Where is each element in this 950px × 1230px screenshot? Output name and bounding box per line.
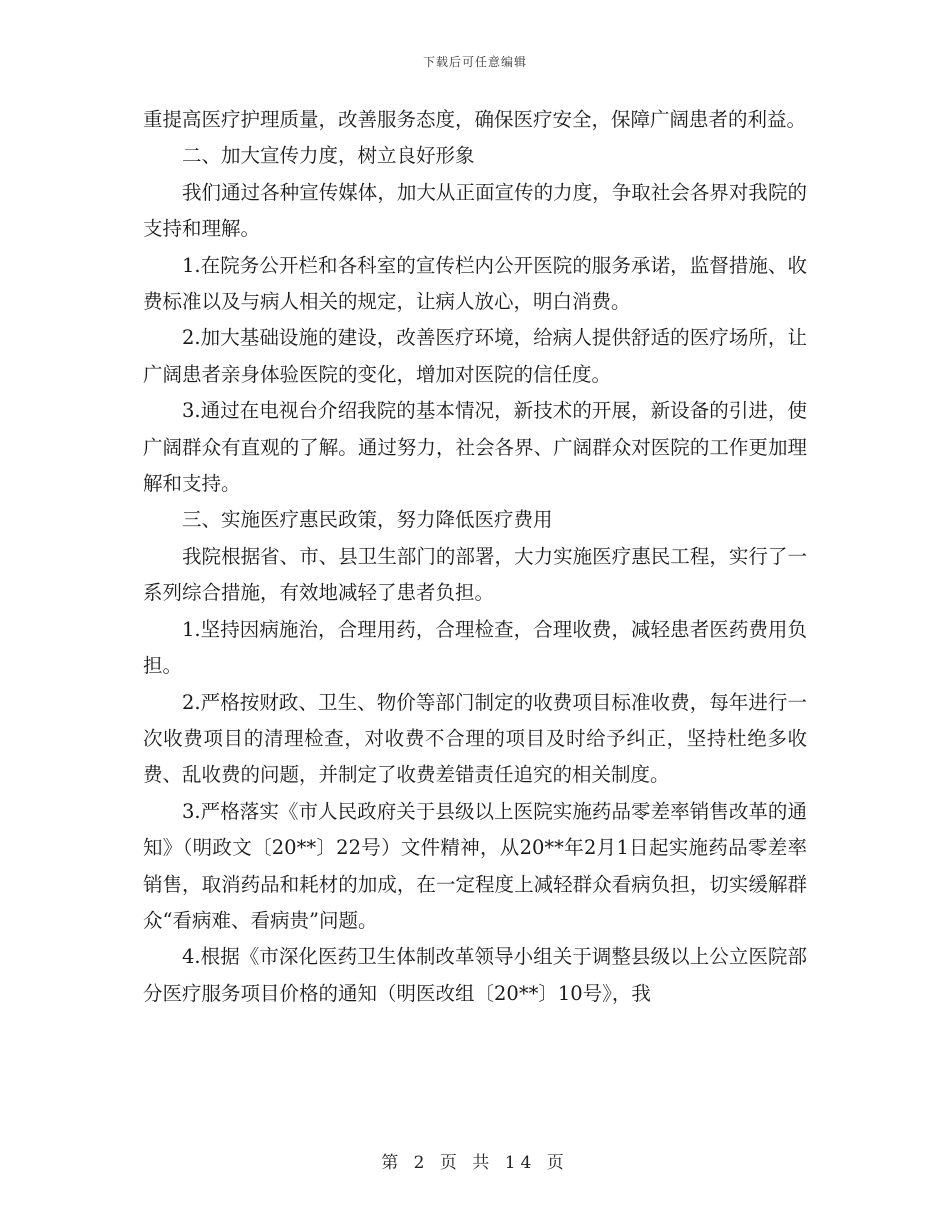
list-item: 2.加大基础设施的建设，改善医疗环境，给病人提供舒适的医疗场所，让广阔患者亲身体验医院的变化，增加对医院的信任度。 — [143, 326, 807, 386]
paragraph: 我院根据省、市、县卫生部门的部署，大力实施医疗惠民工程，实行了一系列综合措施，有效地减轻了患者负担。 — [143, 544, 807, 605]
paragraph: 重提高医疗护理质量，改善服务态度，确保医疗安全，保障广阔患者的利益。 — [143, 108, 807, 131]
document-body — [143, 102, 807, 1012]
page-number: 第 2 页 共 14 页 — [381, 1153, 569, 1173]
page-header: 下载后可任意编辑 — [422, 55, 527, 69]
list-item: 1.在院务公开栏和各科室的宣传栏内公开医院的服务承诺，监督措施、收费标准以及与病人相关的规定，让病人放心，明白消费。 — [143, 253, 807, 314]
section-heading: 二、加大宣传力度，树立良好形象 — [182, 144, 475, 168]
paragraph: 我们通过各种宣传媒体，加大从正面宣传的力度，争取社会各界对我院的支持和理解。 — [143, 180, 807, 241]
section-heading: 三、实施医疗惠民政策，努力降低医疗费用 — [182, 508, 553, 532]
list-item: 3.通过在电视台介绍我院的基本情况，新技术的开展，新设备的引进，使广阔群众有直观的了解。通过努力，社会各界、广阔群众对医院的工作更加理解和支持。 — [143, 399, 807, 496]
list-item: 1.坚持因病施治，合理用药，合理检查，合理收费，减轻患者医药费用负担。 — [143, 617, 807, 678]
list-item: 4.根据《市深化医药卫生体制改革领导小组关于调整县级以上公立医院部分医疗服务项目价格的通知（明医改组〔20**〕10号》，我 — [143, 945, 807, 1005]
list-item: 3.严格落实《市人民政府关于县级以上医院实施药品零差率销售改革的通知》（明政文〔20**〕22号）文件精神，从20**年2月1日起实施药品零差率销售，取消药品和耗材的加成，在一定程度上减轻群众看病负担，切实缓解群众“看病难、看病贵”问题。 — [143, 799, 807, 932]
list-item: 2.严格按财政、卫生、物价等部门制定的收费项目标准收费，每年进行一次收费项目的清理检查，对收费不合理的项目及时给予纠正，坚持杜绝多收费、乱收费的问题，并制定了收费差错责任追究的相关制度。 — [143, 690, 807, 787]
